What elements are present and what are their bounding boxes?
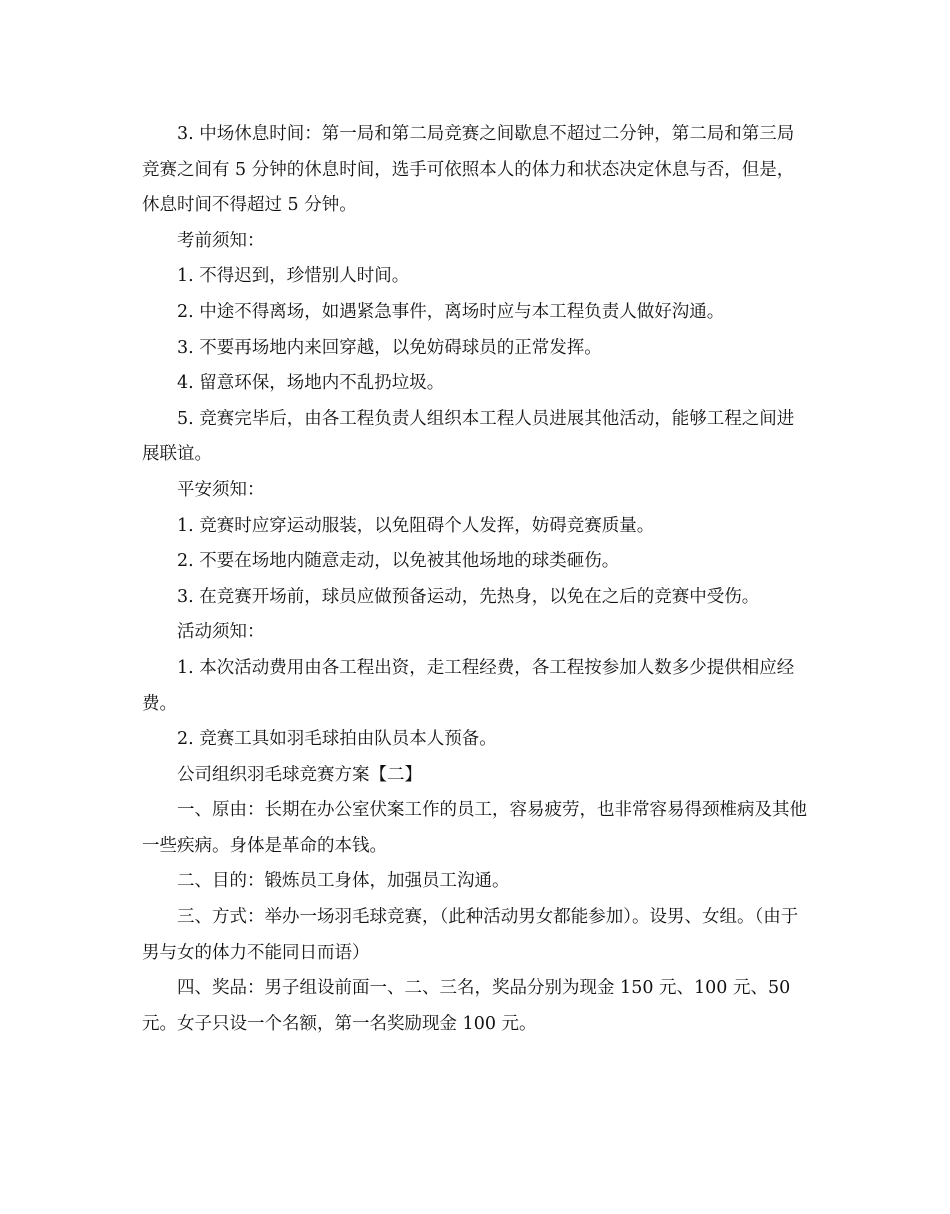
paragraph-no-leave: 2. 中途不得离场，如遇紧急事件，离场时应与本工程负责人做好沟通。 — [177, 301, 725, 322]
paragraph-expenses: 1. 本次活动费用由各工程出资，走工程经费，各工程按参加人数多少提供相应经费。 — [142, 657, 795, 714]
paragraph-after-match: 5. 竞赛完毕后，由各工程负责人组织本工程人员进展其他活动，能够工程之间进展联谊。 — [142, 408, 795, 465]
document-body — [142, 117, 810, 1042]
paragraph-equipment: 2. 竞赛工具如羽毛球拍由队员本人预备。 — [177, 729, 497, 750]
paragraph-sportswear: 1. 竞赛时应穿运动服装，以免阻碍个人发挥，妨碍竞赛质量。 — [177, 515, 655, 536]
heading-plan-two: 公司组织羽毛球竞赛方案【二】 — [177, 764, 422, 785]
paragraph-no-crossing: 3. 不要再场地内来回穿越，以免妨碍球员的正常发挥。 — [177, 337, 602, 358]
heading-exam-notice: 考前须知： — [177, 230, 265, 251]
paragraph-reason: 一、原由：长期在办公室伏案工作的员工，容易疲劳，也非常容易得颈椎病及其他一些疾病。身体是革命的本钱。 — [142, 800, 807, 856]
paragraph-environment: 4. 留意环保，场地内不乱扔垃圾。 — [177, 373, 445, 394]
paragraph-warm-up: 3. 在竞赛开场前，球员应做预备运动，先热身，以免在之后的竞赛中受伤。 — [177, 586, 760, 607]
paragraph-halftime-rest: 3. 中场休息时间：第一局和第二局竞赛之间歇息不超过二分钟，第二局和第三局竞赛之间有 5 分钟的休息时间，选手可依照本人的体力和状态决定休息与否，但是，休息时间不得超过 5 分钟。 — [142, 124, 795, 216]
paragraph-method: 三、方式：举办一场羽毛球竞赛，（此种活动男女都能参加）。设男、女组。（由于男与女的体力不能同日而语） — [142, 907, 799, 963]
paragraph-no-late: 1. 不得迟到，珍惜别人时间。 — [177, 266, 410, 287]
heading-activity-notice: 活动须知： — [177, 622, 265, 643]
paragraph-no-walking: 2. 不要在场地内随意走动，以免被其他场地的球类砸伤。 — [177, 551, 620, 572]
paragraph-prizes: 四、奖品：男子组设前面一、二、三名，奖品分别为现金 150 元、100 元、50 元。女子只设一个名额，第一名奖励现金 100 元。 — [142, 978, 791, 1034]
heading-safety-notice: 平安须知： — [177, 479, 265, 500]
paragraph-purpose: 二、目的：锻炼员工身体，加强员工沟通。 — [177, 871, 510, 892]
